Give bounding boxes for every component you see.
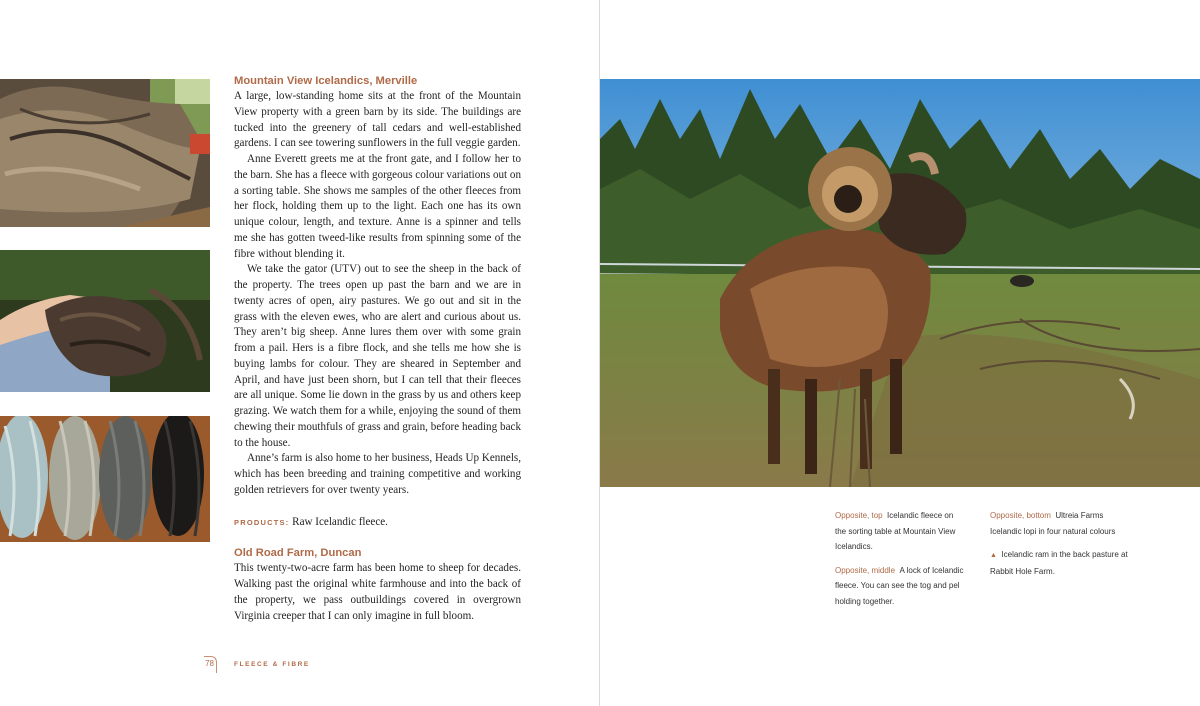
paragraph: We take the gator (UTV) out to see the sheep in the back of the property. The trees open up past the barn and we are in twenty acres of open, airy pastures. We go out and sit in the grass with the eleven ewes, who are alert and curious about us. They aren’t big sheep. Anne lures them over with some grain from a pail. Hers is a fibre flock, and she tells me how she is buying lambs for colour. They are sheared in September and April, and have just been shorn, but I can tell that their fleeces are all unique. Some lie down in the grass by us and others keep grazing. We watch them for a while, enjoying the sound of them chewing their mouthfuls of grass and grain, before heading back to the house. — [234, 263, 521, 449]
products-label: PRODUCTS: — [234, 517, 290, 527]
caption-text: A lock of Icelandic fleece. You can see the tog and pel holding together. — [835, 565, 964, 606]
caption-opposite-top — [835, 508, 965, 555]
caption-label: Opposite, top — [835, 511, 883, 520]
page-footer — [196, 656, 396, 674]
captions-column-left — [835, 508, 965, 609]
photo-lopi-yarn — [0, 416, 210, 542]
section-heading-old-road-farm: Old Road Farm, Duncan — [234, 547, 362, 560]
caption-opposite-bottom — [990, 508, 1130, 539]
page-number: 78 — [205, 659, 214, 668]
photo-fleece-sorting-table — [0, 79, 210, 227]
caption-label: Opposite, bottom — [990, 511, 1051, 520]
paragraph: Anne Everett greets me at the front gate, and I follow her to the barn. She has a fleece with gorgeous colour variations out on a sorting table. She shows me samples of the other fleeces from her flock, holding them up to the light. Each one has its own unique colour, length, and texture. Anne is a spinner and tells me she has gotten tweed-like results from spinning some of the fibre without blending it. — [234, 153, 521, 260]
section-heading-mountain-view: Mountain View Icelandics, Merville — [234, 75, 418, 87]
running-head: FLEECE & FIBRE — [234, 661, 310, 668]
products-line — [234, 515, 521, 531]
caption-opposite-middle — [835, 563, 965, 610]
paragraph: Anne’s farm is also home to her business, Heads Up Kennels, which has been breeding and training competitive and working golden retrievers for over twenty years. — [234, 452, 521, 496]
paragraph: This twenty-two-acre farm has been home to sheep for decades. Walking past the original white farmhouse and into the back of the property, we pass outbuildings covered in overgrown Virginia creeper that I can only imagine in full bloom. — [234, 562, 521, 622]
products-text: Raw Icelandic fleece. — [292, 515, 388, 528]
photo-icelandic-ram — [600, 79, 1200, 487]
paragraph: A large, low-standing home sits at the front of the Mountain View property with a green barn by its side. The buildings are tucked into the greenery of tall cedars and well-established gardens. I can see towering sunflowers in the full veggie garden. — [234, 90, 521, 150]
caption-text: Icelandic fleece on the sorting table at Mountain View Icelandics. — [835, 511, 956, 551]
caption-text: Ultreia Farms Icelandic lopi in four natural colours — [990, 511, 1116, 536]
photo-fleece-lock — [0, 250, 210, 392]
caption-text: Icelandic ram in the back pasture at Rabbit Hole Farm. — [990, 550, 1128, 576]
captions-column-right — [990, 508, 1130, 579]
caption-label: Opposite, middle — [835, 565, 896, 575]
caption-above — [990, 547, 1130, 579]
triangle-up-icon: ▲ — [990, 552, 997, 559]
article-text-column — [234, 73, 521, 624]
